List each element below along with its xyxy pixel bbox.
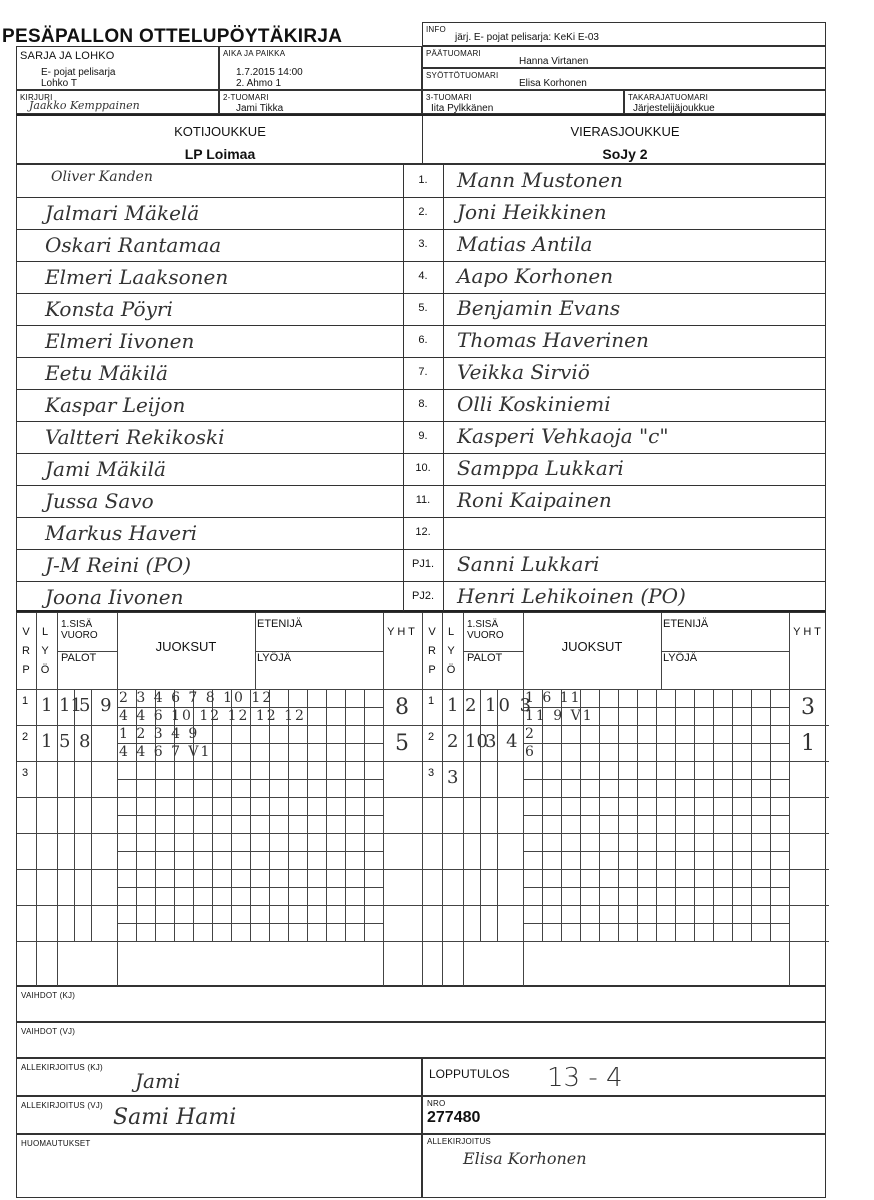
tuomari3-box [422,90,624,114]
away-player-name: Aapo Korhonen [457,264,614,288]
home-lyoja-header: LYÖJÄ [257,652,292,664]
home-juoksut-header: JUOKSUT [155,639,217,654]
roster-number: 10. [415,462,431,474]
away-player-name: Veikka Sirviö [457,360,590,384]
home-team-label: KOTIJOUKKUE [174,124,266,139]
sarja-value-1: E- pojat pelisarja [41,67,116,78]
scoresheet [2,20,826,1198]
away-player-name: Sanni Lukkari [457,552,600,576]
away-yht-value: 3 [801,695,815,720]
home-player-name: Jami Mäkilä [45,457,166,481]
home-lyo-value: 1 [41,695,53,716]
scoring-table [16,612,826,986]
away-lyo-value: 3 [447,767,459,788]
home-period-number: 3 [22,767,29,779]
away-lyoja-header: LYÖJÄ [663,652,698,664]
home-juoksut-bottom: 4 4 6 10 12 12 12 12 [119,708,306,724]
away-juoksut-top: 2 [525,726,536,742]
syotto-box [422,68,826,90]
away-team-name: SoJy 2 [602,146,648,162]
home-juoksut-top: 1 2 3 4 9 [119,726,200,742]
home-palot-header: PALOT [61,652,97,664]
vaihdot-kj-label: VAIHDOT (KJ) [21,991,76,1000]
info-label: INFO [426,25,446,34]
paatuomari-value: Hanna Virtanen [519,56,589,67]
away-player-name: Kasperi Vehkaoja "c" [457,424,669,448]
roster-number: 1. [418,174,428,186]
allek-vj-box [16,1096,422,1134]
away-sisa-value: 2 [465,695,477,716]
form-title: PESÄPALLON OTTELUPÖYTÄKIRJA [2,26,343,47]
home-player-name: Konsta Pöyri [45,297,173,321]
home-vrp-header: V R P [22,626,30,676]
away-lyo-value: 2 [447,731,459,752]
roster-number: 4. [418,270,428,282]
home-period-number: 2 [22,731,29,743]
vaihdot-vj-box [16,1022,826,1058]
allekirjoitus-box [422,1134,826,1198]
sarja-box [16,46,219,90]
nro-label: NRO [427,1099,446,1108]
allek-vj-signature: Sami Hami [113,1105,237,1130]
aika-value-2: 2. Ahmo 1 [236,78,282,89]
roster-table [16,164,826,612]
allek-kj-box [16,1058,422,1096]
home-player-name: J-M Reini (PO) [45,553,191,577]
away-player-name: Matias Antila [457,232,593,256]
away-lyo-value: 1 [447,695,459,716]
lopputulos-value: 13 - 4 [547,1063,623,1093]
allek-vj-label: ALLEKIRJOITUS (VJ) [21,1101,103,1110]
away-player-name: Olli Koskiniemi [457,392,611,416]
home-player-name: Elmeri Iivonen [45,329,195,353]
syotto-value: Elisa Korhonen [519,78,587,89]
away-vrp-header: V R P [428,626,436,676]
roster-number: 8. [418,398,428,410]
roster-number: 5. [418,302,428,314]
away-player-name: Joni Heikkinen [457,200,607,224]
home-sisa-value: 5 [59,731,71,752]
paatuomari-box [422,46,826,68]
takaraja-label: TAKARAJATUOMARI [628,93,709,102]
home-player-name: Oskari Rantamaa [45,233,222,257]
sarja-value-2: Lohko T [41,78,77,89]
sarja-label: SARJA JA LOHKO [20,50,115,62]
home-palot-value: 5 9 [79,695,114,716]
home-juoksut-bottom: 4 4 6 7 V1 [119,744,212,760]
home-player-name: Joona Iivonen [45,585,184,609]
away-player-name: Henri Lehikoinen (PO) [457,584,686,608]
home-etenija-header: ETENIJÄ [257,618,303,630]
home-player-name: Valtteri Rekikoski [45,425,225,449]
huomautukset-label: HUOMAUTUKSET [21,1139,91,1148]
away-sisa-header: 1.SISÄ VUORO [467,619,504,641]
roster-number: 9. [418,430,428,442]
home-lyo-value: 1 [41,731,53,752]
away-palot-value: 10 3 [485,695,534,716]
away-period-number: 2 [428,731,435,743]
info-value: järj. E- pojat pelisarja: KeKi E-03 [455,32,599,43]
home-sisa-value: 11 [59,695,82,716]
kirjuri-signature: Jaakko Kemppainen [29,99,140,112]
allekirjoitus-signature: Elisa Korhonen [463,1149,587,1168]
lopputulos-box [422,1058,826,1096]
away-player-name: Roni Kaipainen [457,488,612,512]
away-sisa-value: 10 [465,731,488,752]
tuomari2-value: Jami Tikka [236,103,284,114]
teams-box [16,114,826,164]
home-period-number: 1 [22,695,29,707]
home-team-name: LP Loimaa [184,146,256,162]
home-player-name: Eetu Mäkilä [45,361,168,385]
away-juoksut-bottom: 11 9 V1 [525,708,594,724]
roster-number: 2. [418,206,428,218]
header-info-box [422,22,826,46]
away-player-name: Benjamin Evans [457,296,621,320]
allek-kj-label: ALLEKIRJOITUS (KJ) [21,1063,103,1072]
away-lyo-header: L Y Ö [446,626,456,676]
tuomari3-value: Iita Pylkkänen [431,103,494,114]
takaraja-box [624,90,826,114]
away-juoksut-bottom: 6 [525,744,536,760]
away-etenija-header: ETENIJÄ [663,618,709,630]
away-yht-value: 1 [801,731,815,756]
roster-number: 7. [418,366,428,378]
takaraja-value: Järjestelijäjoukkue [633,103,715,114]
away-period-number: 3 [428,767,435,779]
syotto-label: SYÖTTÖTUOMARI [426,71,499,80]
away-period-number: 1 [428,695,435,707]
home-player-name: Kaspar Leijon [45,393,186,417]
huomautukset-box [16,1134,422,1198]
home-yht-value: 8 [395,695,409,720]
allek-kj-signature: Jami [135,1069,181,1093]
nro-box [422,1096,826,1134]
home-yht-header: Y H T [387,626,415,638]
home-player-name: Elmeri Laaksonen [45,265,229,289]
home-lyo-header: L Y Ö [40,626,50,676]
home-juoksut-top: 2 3 4 6 7 8 10 12 [119,690,274,706]
vaihdot-vj-label: VAIHDOT (VJ) [21,1027,76,1036]
kirjuri-box [16,90,219,114]
roster-number: 6. [418,334,428,346]
home-palot-value: 8 [79,731,93,752]
away-player-name: Thomas Haverinen [457,328,649,352]
roster-number: 11. [415,494,431,506]
away-player-name: Samppa Lukkari [457,456,624,480]
vaihdot-kj-box [16,986,826,1022]
nro-value: 277480 [427,1109,481,1126]
aika-value-1: 1.7.2015 14:00 [236,67,303,78]
home-player-name: Oliver Kanden [51,169,153,185]
paatuomari-label: PÄÄTUOMARI [426,49,481,58]
aika-box [219,46,422,90]
tuomari2-label: 2-TUOMARI [223,93,269,102]
roster-number: 3. [418,238,428,250]
kirjuri-label: KIRJURI [20,93,53,102]
home-player-name: Jalmari Mäkelä [45,201,200,225]
tuomari2-box [219,90,422,114]
home-player-name: Markus Haveri [45,521,198,545]
aika-label: AIKA JA PAIKKA [223,49,286,58]
roster-number: PJ1. [411,558,434,570]
roster-number: PJ2. [411,590,434,602]
away-yht-header: Y H T [793,626,821,638]
away-team-label: VIERASJOUKKUE [570,124,680,139]
roster-number: 12. [415,526,431,538]
away-palot-header: PALOT [467,652,503,664]
away-palot-value: 3 4 [485,731,520,752]
allekirjoitus-label: ALLEKIRJOITUS [427,1137,491,1146]
away-juoksut-header: JUOKSUT [561,639,623,654]
away-player-name: Mann Mustonen [457,168,623,192]
home-yht-value: 5 [395,731,409,756]
home-player-name: Jussa Savo [45,489,154,513]
tuomari3-label: 3-TUOMARI [426,93,472,102]
home-sisa-header: 1.SISÄ VUORO [61,619,98,641]
lopputulos-label: LOPPUTULOS [429,1067,510,1081]
away-juoksut-top: 1 6 11 [525,690,582,706]
